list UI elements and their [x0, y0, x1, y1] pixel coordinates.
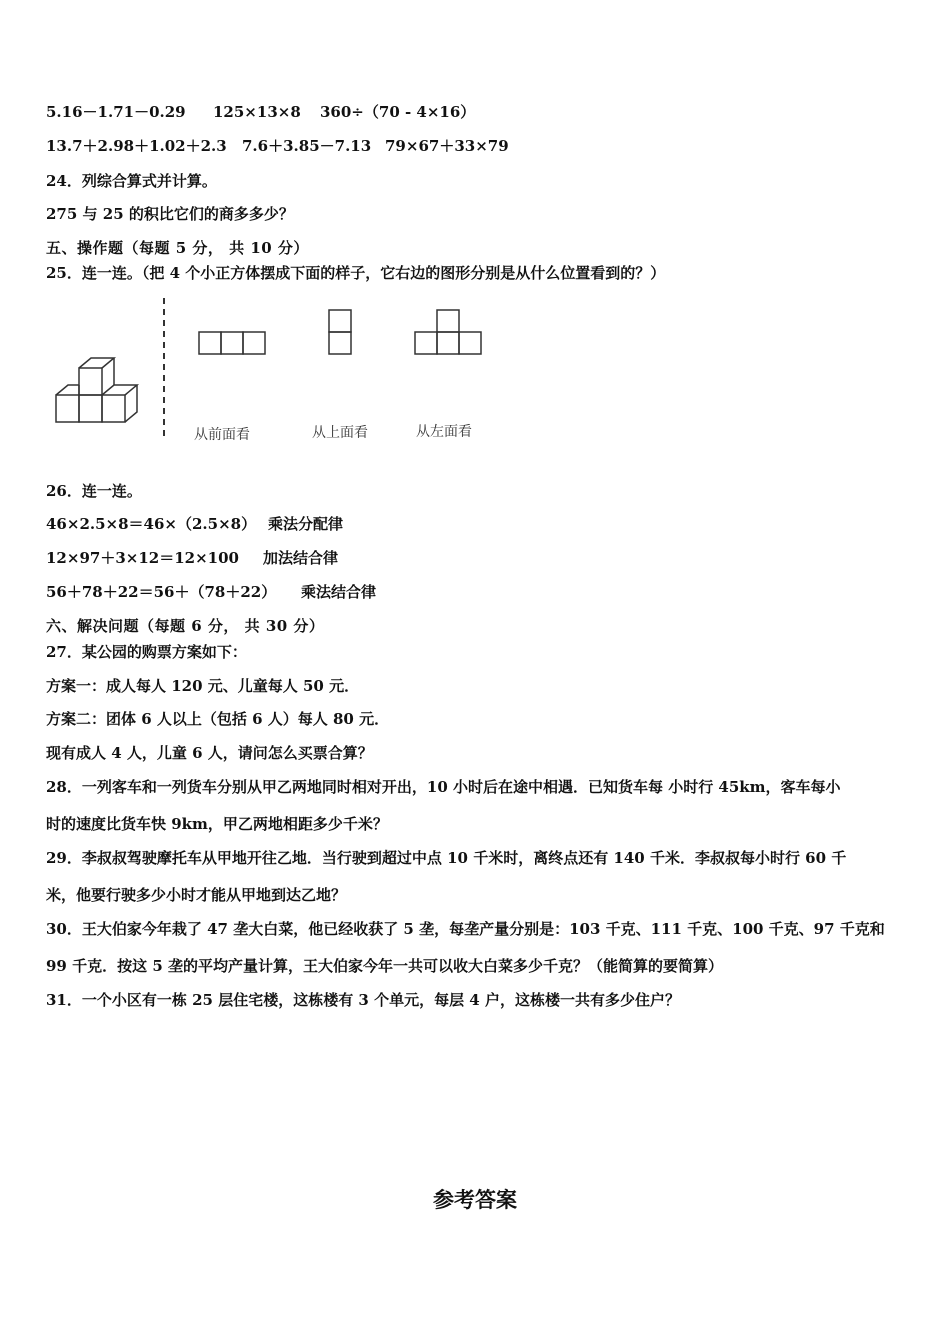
calc-expression: 360÷（70 ‑ 4×16） — [320, 103, 476, 121]
q26-law: 乘法分配律 — [268, 515, 344, 533]
q27-question: 现有成人 4 人，儿童 6 人，请问怎么买票合算？ — [46, 744, 373, 762]
cube-views-figure — [40, 292, 510, 452]
q28-line-1: 28．一列客车和一列货车分别从甲乙两地同时相对开出，10 小时后在途中相遇．已知货车每 小时行 45km，客车每小 — [46, 778, 841, 796]
q26-expression: 56＋78＋22＝56＋（78＋22） — [46, 583, 277, 601]
q24-text: 275 与 25 的积比它们的商多多少？ — [46, 205, 294, 223]
q26-expression: 12×97＋3×12＝12×100 — [46, 549, 239, 567]
cube-stack-drawing — [56, 358, 137, 422]
answer-heading: 参考答案 — [433, 1188, 517, 1212]
calc-expression: 13.7＋2.98＋1.02＋2.3 — [46, 137, 227, 155]
q30-line-2: 99 千克．按这 5 垄的平均产量计算，王大伯家今年一共可以收大白菜多少千克？（能简算的要简算） — [46, 957, 723, 975]
front-view-label: 从前面看 — [194, 427, 250, 443]
q26-title: 26．连一连。 — [46, 482, 142, 500]
q27-title: 27．某公园的购票方案如下： — [46, 643, 247, 661]
q27-plan-2: 方案二：团体 6 人以上（包括 6 人）每人 80 元． — [46, 710, 390, 728]
top-view-shape — [329, 310, 351, 354]
q25-title: 25．连一连。（把 4 个小正方体摆成下面的样子，它右边的图形分别是从什么位置看到的？） — [46, 264, 666, 282]
calc-expression: 5.16－1.71－0.29 — [46, 103, 186, 121]
top-view-label: 从上面看 — [312, 425, 368, 441]
calc-expression: 79×67＋33×79 — [385, 137, 509, 155]
front-view-shape — [199, 332, 265, 354]
q24-title: 24．列综合算式并计算。 — [46, 172, 217, 190]
calc-expression: 125×13×8 — [213, 103, 301, 121]
left-view-shape — [415, 310, 481, 354]
q26-expression: 46×2.5×8＝46×（2.5×8） — [46, 515, 257, 533]
section-5-heading: 五、操作题（每题 5 分， 共 10 分） — [46, 239, 309, 257]
q27-plan-1: 方案一：成人每人 120 元、儿童每人 50 元． — [46, 677, 360, 695]
q26-law: 加法结合律 — [263, 549, 339, 567]
q28-line-2: 时的速度比货车快 9km，甲乙两地相距多少千米？ — [46, 815, 388, 833]
calc-expression: 7.6＋3.85－7.13 — [242, 137, 372, 155]
q26-law: 乘法结合律 — [301, 583, 377, 601]
q29-line-2: 米，他要行驶多少小时才能从甲地到达乙地？ — [46, 886, 347, 904]
q30-line-1: 30．王大伯家今年栽了 47 垄大白菜，他已经收获了 5 垄，每垄产量分别是：103 千克、111 千克、100 千克、97 千克和 — [46, 920, 885, 938]
section-6-heading: 六、解决问题（每题 6 分， 共 30 分） — [46, 617, 325, 635]
left-view-label: 从左面看 — [416, 424, 472, 440]
q31-text: 31．一个小区有一栋 25 层住宅楼，这栋楼有 3 个单元，每层 4 户，这栋楼一共有多少住户？ — [46, 991, 680, 1009]
q29-line-1: 29．李叔叔驾驶摩托车从甲地开往乙地．当行驶到超过中点 10 千米时，离终点还有 140 千米．李叔叔每小时行 60 千 — [46, 849, 847, 867]
